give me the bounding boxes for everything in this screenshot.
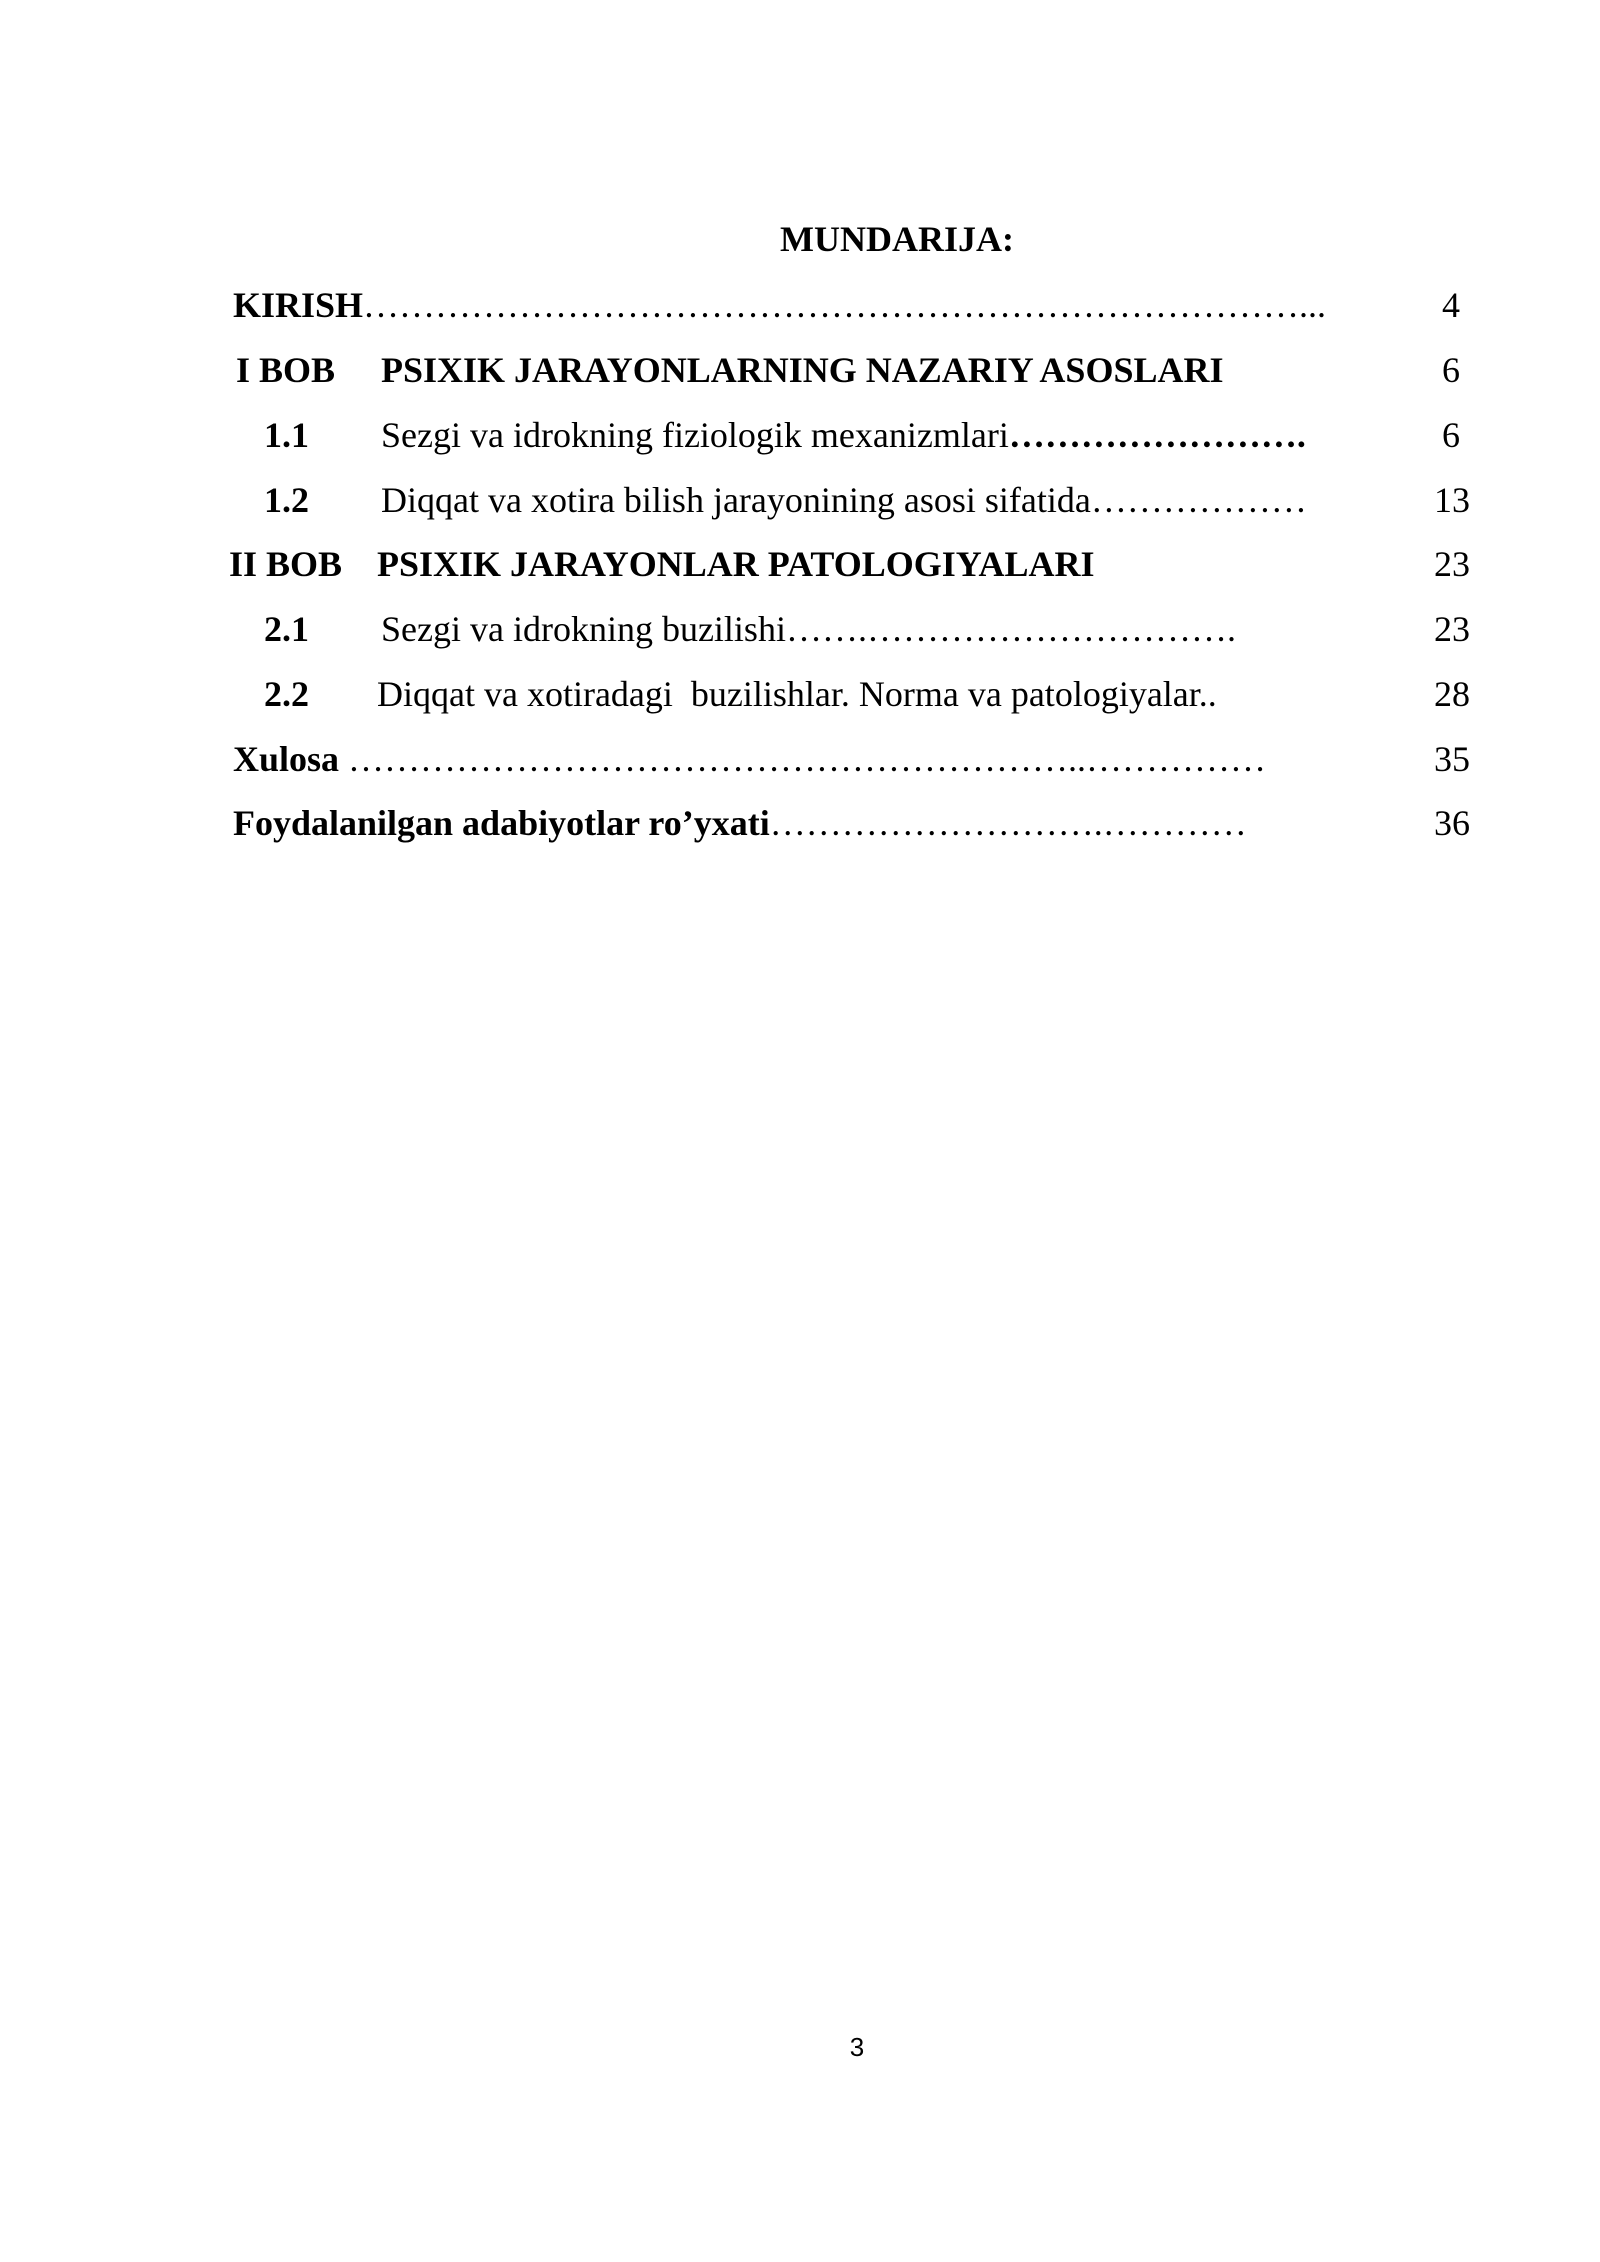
- toc-entry-kirish[interactable]: [233, 280, 1326, 330]
- toc-entry-1-1-title: [381, 410, 1306, 460]
- toc-title: MUNDARIJA:: [780, 219, 1014, 259]
- page-footer-number: 3: [849, 2032, 865, 2062]
- toc-page-number: 6: [1442, 415, 1460, 455]
- toc-entry-chapter-1-title: [381, 345, 1223, 395]
- toc-entry-text: PSIXIK JARAYONLAR PATOLOGIYALARI: [377, 544, 1095, 584]
- toc-page-number: 23: [1434, 544, 1470, 584]
- toc-page-number: 6: [1442, 350, 1460, 390]
- toc-entry-label: Foydalanilgan adabiyotlar ro’yxati: [233, 803, 770, 843]
- toc-leader-dots: …….………………………….: [785, 609, 1236, 649]
- toc-entry-xulosa[interactable]: [233, 734, 1266, 784]
- toc-page-number: 28: [1434, 674, 1470, 714]
- toc-entry-2-2-title: [377, 669, 1217, 719]
- toc-entry-text: Sezgi va idrokning fiziologik mexanizmlari: [381, 415, 1009, 455]
- toc-page-number: 13: [1434, 480, 1470, 520]
- toc-entry-1-2[interactable]: [264, 475, 309, 525]
- toc-entry-label: I BOB: [236, 350, 336, 390]
- toc-entry-text: Sezgi va idrokning buzilishi: [381, 609, 786, 649]
- toc-page-number: 4: [1442, 285, 1460, 325]
- toc-page-number: 35: [1434, 739, 1470, 779]
- toc-entry-1-2-title: [381, 475, 1307, 525]
- toc-entry-references[interactable]: [233, 798, 1247, 848]
- toc-leader-dots: ……………………………………………………………………...: [363, 285, 1327, 325]
- toc-entry-text: PSIXIK JARAYONLARNING NAZARIY ASOSLARI: [381, 350, 1224, 390]
- toc-leader-dots: ………………: [1090, 480, 1307, 520]
- toc-entry-label: 1.2: [264, 480, 309, 520]
- toc-entry-label: KIRISH: [233, 285, 364, 325]
- toc-page-number: 36: [1434, 803, 1470, 843]
- toc-entry-2-1-title: [381, 604, 1236, 654]
- toc-entry-text: Diqqat va xotira bilish jarayonining asosi sifatida: [381, 480, 1091, 520]
- toc-leader-dots: ……………………………………………………..……………: [339, 739, 1267, 779]
- toc-entry-chapter-2-title: [377, 539, 1094, 589]
- toc-leader-dots: ……………………….…………: [769, 803, 1247, 843]
- toc-entry-chapter-1[interactable]: [236, 345, 335, 395]
- toc-entry-text: Diqqat va xotiradagi buzilishlar. Norma va patologiyalar..: [377, 674, 1217, 714]
- toc-entry-label: II BOB: [229, 544, 343, 584]
- toc-entry-1-1[interactable]: [264, 410, 309, 460]
- toc-entry-label: 2.1: [264, 609, 309, 649]
- toc-entry-label: Xulosa: [233, 739, 340, 779]
- toc-entry-2-1[interactable]: [264, 604, 309, 654]
- toc-entry-label: 1.1: [264, 415, 309, 455]
- toc-entry-2-2[interactable]: [264, 669, 309, 719]
- toc-entry-label: 2.2: [264, 674, 309, 714]
- toc-leader-dots: …………………….: [1008, 415, 1306, 455]
- toc-page-number: 23: [1434, 609, 1470, 649]
- toc-entry-chapter-2[interactable]: [229, 539, 342, 589]
